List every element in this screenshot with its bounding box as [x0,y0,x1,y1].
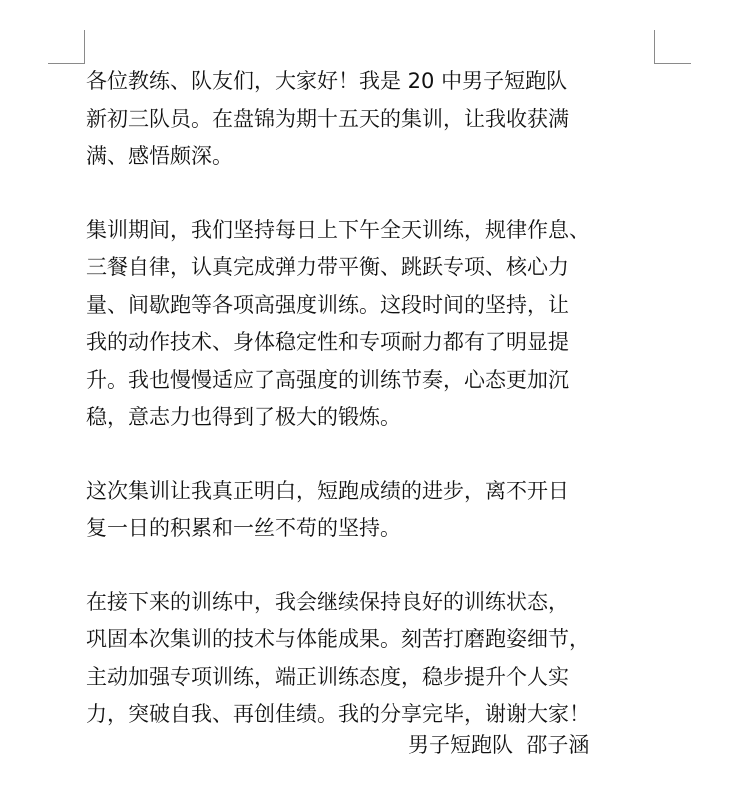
signature: 男子短跑队 邵子涵 [408,733,590,757]
crop-mark-top-right [654,30,691,64]
paragraph-training: 集训期间，我们坚持每日上下午全天训练，规律作息、 三餐自律，认真完成弹力带平衡、跳跃专项、核心力 量、间歇跑等各项高强度训练。这段时间的坚持，让 我的动作技术、身体稳定性和专项耐力都有了明显提 升。我也慢慢适应了高强度的训练节奏，心态更加沉 稳，意志力也得到了极大的锻炼。 [86,217,590,429]
paragraph-closing: 在接下来的训练中，我会继续保持良好的训练状态， 巩固本次集训的技术与体能成果。刻苦打磨跑姿细节， 主动加强专项训练，端正训练态度，稳步提升个人实 力，突破自我、再创佳绩。我的分享完毕，谢谢大家！ [86,589,590,726]
crop-mark-top-left [48,30,85,64]
paragraph-insight: 这次集训让我真正明白，短跑成绩的进步，离不开日 复一日的积累和一丝不苟的坚持。 [86,478,569,540]
document-body [86,63,660,770]
paragraph-greeting: 各位教练、队友们，大家好！我是 20 中男子短跑队 新初三队员。在盘锦为期十五天的集训，让我收获满 满、感悟颇深。 [86,69,569,168]
